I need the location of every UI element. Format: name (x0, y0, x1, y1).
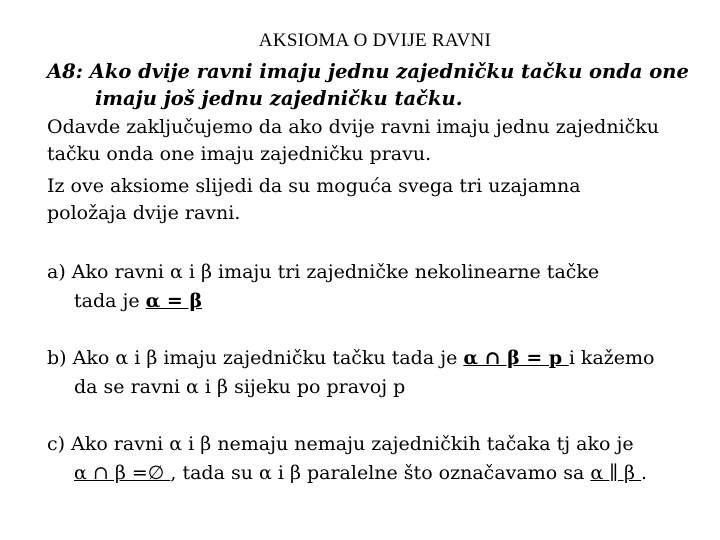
consequence-line-2: položaja dvije ravni. (47, 202, 241, 224)
case-c-line-2 (47, 459, 712, 488)
case-b-line-1 (47, 347, 654, 369)
case-a-formula: α = β (145, 290, 203, 312)
slide-title: AKSIOMA O DVIJE RAVNI (258, 30, 492, 51)
case-b-line-2: da se ravni α i β sijeku po pravoj p (74, 376, 406, 398)
case-c-text: , tada su α i β paralelne što označavamo sa (170, 462, 591, 484)
case-a-line-2 (47, 287, 712, 316)
axiom-statement (47, 58, 707, 112)
case-c-line-1: c) Ako ravni α i β nemaju nemaju zajedničkih tačaka tj ako je (47, 433, 634, 455)
case-a-text: tada je (74, 290, 146, 312)
axiom-line-1: A8: Ako dvije ravni imaju jednu zajedničku tačku onda one (47, 60, 689, 83)
case-c-formula-parallel: α ∥ β (590, 462, 642, 484)
case-b (47, 344, 712, 402)
axiom-line-2: imaju još jednu zajedničku tačku. (95, 87, 463, 110)
consequence-line-1: Iz ove aksiome slijedi da su moguća svega tri uzajamna (47, 175, 581, 197)
case-b-formula: α ∩ β = p (463, 347, 569, 369)
case-c-formula-empty-intersection: α ∩ β =∅ (74, 462, 171, 484)
case-b-text-end: i kažemo (568, 347, 655, 369)
case-b-text: b) Ako α i β imaju zajedničku tačku tada je (47, 347, 464, 369)
case-a-line-1: a) Ako ravni α i β imaju tri zajedničke nekolinearne tačke (47, 261, 600, 283)
conclusion-line-1: Odavde zaključujemo da ako dvije ravni imaju jednu zajedničku (47, 116, 660, 138)
case-c-period: . (641, 462, 648, 484)
conclusion-paragraph (47, 114, 712, 168)
case-a (47, 258, 712, 316)
case-c (47, 430, 712, 488)
consequence-paragraph (47, 173, 712, 227)
conclusion-line-2: tačku onda one imaju zajedničku pravu. (47, 143, 432, 165)
